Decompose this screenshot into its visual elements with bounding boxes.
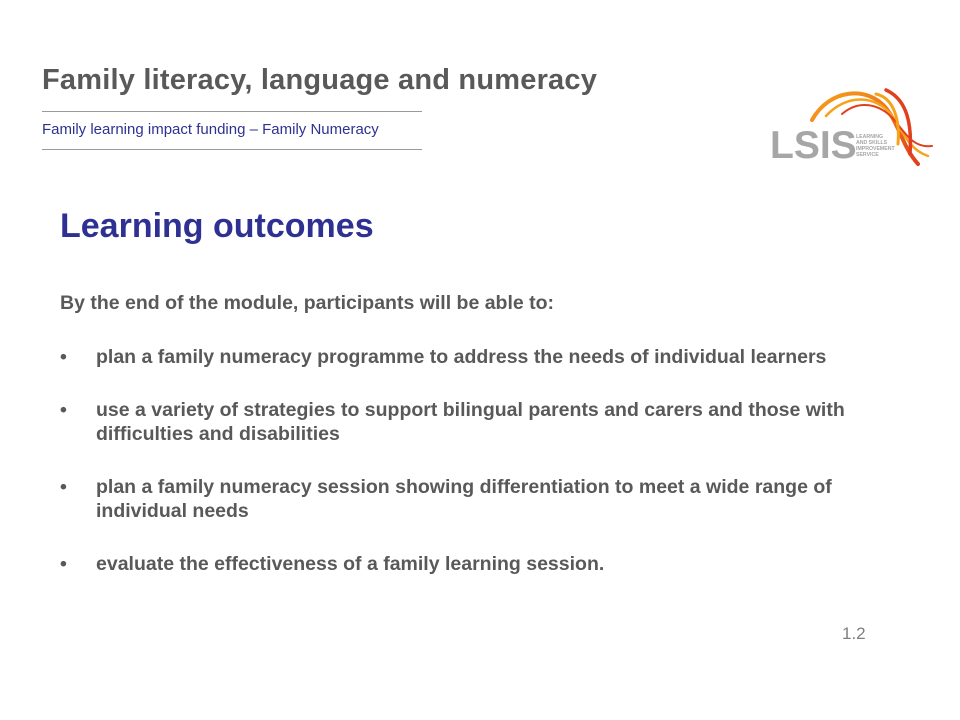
list-item-text: plan a family numeracy programme to address the needs of individual learners bbox=[96, 346, 827, 368]
header-divider-bottom bbox=[42, 149, 422, 150]
list-item bbox=[60, 475, 920, 523]
header-divider-top bbox=[42, 111, 422, 112]
bullet-glyph: • bbox=[60, 346, 67, 368]
logo-tagline-line: IMPROVEMENT bbox=[856, 146, 895, 152]
list-item bbox=[60, 398, 920, 446]
list-item-text: use a variety of strategies to support bilingual parents and carers and those with difficulties and disabilities bbox=[96, 399, 845, 445]
intro-text: By the end of the module, participants will be able to: bbox=[60, 292, 555, 314]
logo-tagline-line: LEARNING bbox=[856, 134, 884, 140]
list-item-text: evaluate the effectiveness of a family learning session. bbox=[96, 553, 605, 575]
list-item-text: plan a family numeracy session showing differentiation to meet a wide range of individual needs bbox=[96, 476, 832, 522]
presentation-title: Family literacy, language and numeracy bbox=[42, 64, 598, 96]
logo-tagline-line: AND SKILLS bbox=[856, 140, 888, 146]
learning-outcomes-list bbox=[60, 345, 920, 576]
page-number: 1.2 bbox=[842, 624, 866, 643]
bullet-glyph: • bbox=[60, 553, 67, 575]
lsis-logo bbox=[768, 86, 936, 170]
slide-title: Learning outcomes bbox=[60, 207, 374, 245]
bullet-glyph: • bbox=[60, 476, 67, 498]
list-item bbox=[60, 552, 920, 576]
logo-tagline-line: SERVICE bbox=[856, 152, 879, 158]
bullet-glyph: • bbox=[60, 399, 67, 421]
presentation-subtitle: Family learning impact funding – Family Numeracy bbox=[42, 121, 379, 138]
logo-wordmark: LSIS bbox=[770, 124, 857, 167]
list-item bbox=[60, 345, 920, 369]
